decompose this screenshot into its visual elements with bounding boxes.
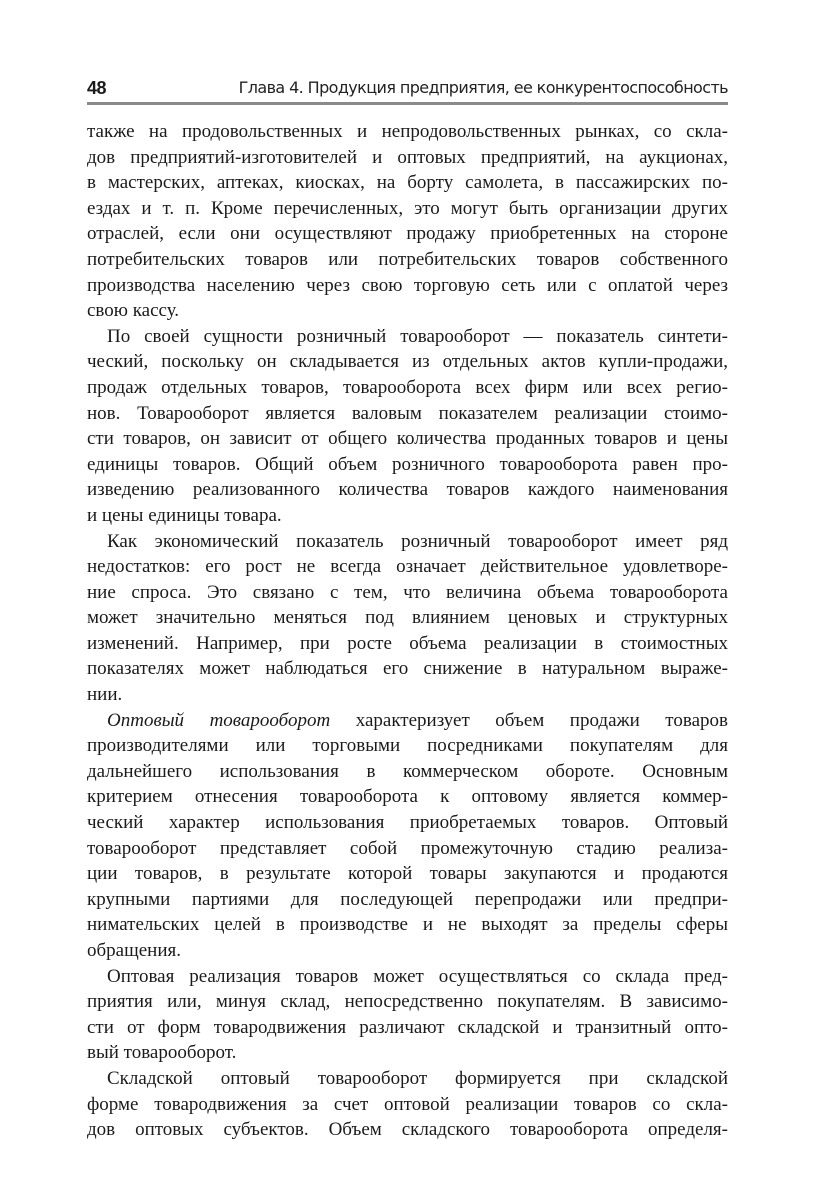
text-line: сти товаров, он зависит от общего количества проданных товаров и цены: [87, 428, 728, 450]
text-line: ездах и т. п. Кроме перечисленных, это могут быть организации других: [87, 197, 728, 219]
text-line: и цены единицы товара.: [87, 504, 282, 526]
running-title: Глава 4. Продукция предприятия, ее конкурентоспособность: [238, 78, 728, 97]
text-line: изведению реализованного количества товаров каждого наименования: [87, 479, 728, 501]
text-line: критерием отнесения товарооборота к оптовому является коммер-: [87, 786, 728, 808]
text-line: в мастерских, аптеках, киосках, на борту самолета, в пассажирских по-: [87, 172, 728, 194]
line-text: характеризует объем продажи товаров: [330, 709, 728, 731]
text-line: ции товаров, в результате которой товары закупаются и продаются: [87, 863, 728, 885]
text-line: показателях может наблюдаться его снижение в натуральном выраже-: [87, 658, 728, 680]
text-line: дальнейшего использования в коммерческом обороте. Основным: [87, 760, 728, 782]
text-line: сти от форм товародвижения различают складской и транзитный опто-: [87, 1016, 728, 1038]
text-line: нимательских целей в производстве и не выходят за пределы сферы: [87, 914, 728, 936]
text-line: [87, 708, 728, 734]
paragraph: [87, 708, 728, 964]
text-line: может значительно меняться под влиянием ценовых и структурных: [87, 607, 728, 629]
text-line: отраслей, если они осуществляют продажу приобретенных на стороне: [87, 223, 728, 245]
text-line: Складской оптовый товарооборот формируется при складской: [107, 1067, 728, 1089]
text-line: продаж отдельных товаров, товарооборота всех фирм или всех регио-: [87, 376, 728, 398]
text-line: недостатков: его рост не всегда означает действительное удовлетворе-: [87, 556, 728, 578]
paragraph: [87, 964, 728, 1066]
text-line: изменений. Например, при росте объема реализации в стоимостных: [87, 632, 728, 654]
text-line: крупными партиями для последующей перепродажи или предпри-: [87, 888, 728, 910]
text-line: По своей сущности розничный товарооборот — показатель синтети-: [107, 325, 728, 347]
text-line: нии.: [87, 684, 123, 706]
text-line: единицы товаров. Общий объем розничного товарооборота равен про-: [87, 453, 728, 475]
paragraph: [87, 529, 728, 708]
text-line: приятия или, минуя склад, непосредственно покупателям. В зависимо-: [87, 991, 728, 1013]
text-line: форме товародвижения за счет оптовой реализации товаров со скла-: [87, 1093, 728, 1115]
text-line: ческий характер использования приобретаемых товаров. Оптовый: [87, 812, 728, 834]
text-line: товарооборот представляет собой промежуточную стадию реализа-: [87, 837, 728, 859]
text-line: вый товарооборот.: [87, 1042, 237, 1064]
text-line: производства населению через свою торговую сеть или с оплатой через: [87, 274, 728, 296]
text-line: Как экономический показатель розничный товарооборот имеет ряд: [107, 530, 728, 552]
text-line: Оптовая реализация товаров может осуществляться со склада пред-: [107, 965, 728, 987]
text-line: дов предприятий-изготовителей и оптовых предприятий, на аукционах,: [87, 146, 728, 168]
text-line: производителями или торговыми посредниками покупателям для: [87, 735, 728, 757]
paragraph: [87, 119, 728, 324]
page-header: [87, 78, 728, 105]
text-line: обращения.: [87, 940, 181, 961]
text-line: ние спроса. Это связано с тем, что величина объема товарооборота: [87, 581, 728, 603]
paragraph: [87, 1066, 728, 1143]
page-number: 48: [87, 78, 107, 98]
text-line: нов. Товарооборот является валовым показателем реализации стоимо-: [87, 402, 728, 424]
italic-term: Оптовый товарооборот: [107, 709, 331, 731]
text-line: свою кассу.: [87, 300, 180, 322]
text-line: потребительских товаров или потребительских товаров собственного: [87, 248, 728, 270]
body-text: [87, 119, 728, 1143]
text-line: ческий, поскольку он складывается из отдельных актов купли-продажи,: [87, 351, 728, 373]
paragraph: [87, 324, 728, 529]
text-line: дов оптовых субъектов. Объем складского товарооборота определя-: [87, 1119, 728, 1141]
text-line: также на продовольственных и непродовольственных рынках, со скла-: [87, 121, 728, 142]
